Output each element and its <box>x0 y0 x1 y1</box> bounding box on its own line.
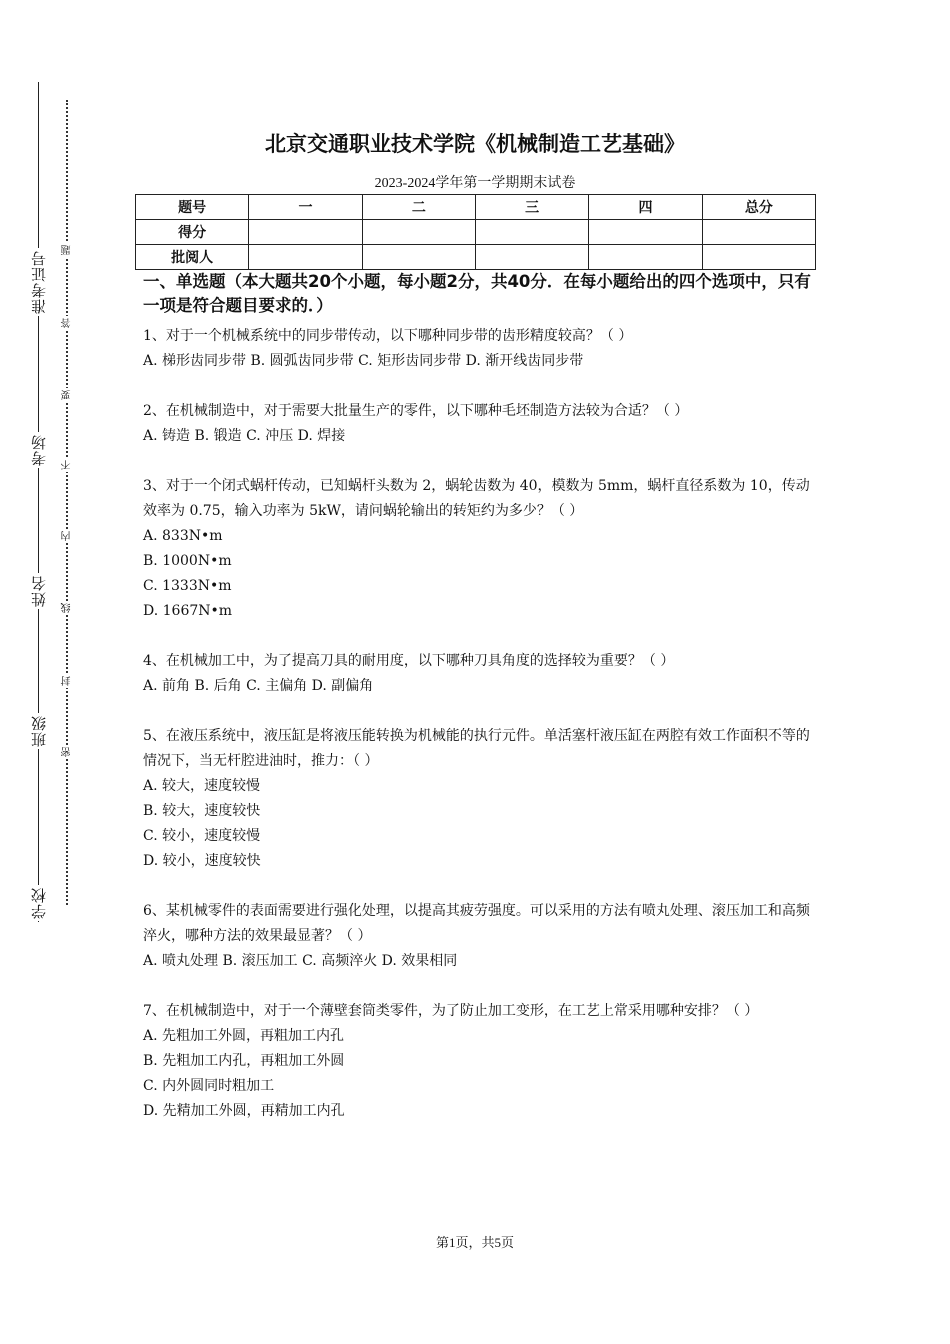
score-blank-cell <box>702 245 815 270</box>
question-stem: 6、某机械零件的表面需要进行强化处理，以提高其疲劳强度。可以采用的方法有喷丸处理、滚压加工和高频淬火，哪种方法的效果最显著？（ ） <box>143 903 810 944</box>
label-class: 班级 <box>30 715 48 747</box>
score-cell: 三 <box>475 195 588 220</box>
exam-subtitle: 2023-2024学年第一学期期末试卷 <box>374 176 576 191</box>
label-exam-room: 考场 <box>30 434 48 466</box>
warn-char-1: 题 <box>62 245 73 255</box>
question-4 <box>143 649 813 699</box>
question-options: A. 铸造 B. 锻造 C. 冲压 D. 焊接 <box>143 428 346 444</box>
option-c: C. 内外圆同时粗加工 <box>143 1078 275 1094</box>
score-blank-cell <box>249 220 362 245</box>
score-blank-cell <box>362 220 475 245</box>
question-6 <box>143 899 813 974</box>
page-footer: 第1页，共5页 <box>435 1235 514 1250</box>
question-stem: 5、在液压系统中，液压缸是将液压能转换为机械能的执行元件。单活塞杆液压缸在两腔有效工作面积不等的情况下，当无杆腔进油时，推力：（ ） <box>143 728 810 769</box>
score-cell: 总分 <box>702 195 815 220</box>
question-stem: 7、在机械制造中，对于一个薄壁套筒类零件，为了防止加工变形，在工艺上常采用哪种安排？（ ） <box>143 1003 759 1019</box>
warn-char-5: 内 <box>62 531 73 541</box>
question-7 <box>143 999 813 1124</box>
score-cell: 一 <box>249 195 362 220</box>
warn-char-6: 线 <box>62 603 73 613</box>
option-b: B. 较大，速度较快 <box>143 803 261 819</box>
score-cell: 题号 <box>136 195 249 220</box>
question-5 <box>143 724 813 874</box>
score-blank-cell <box>249 245 362 270</box>
score-table-grader-row <box>136 245 816 270</box>
option-d: D. 1667N•m <box>143 603 233 619</box>
question-2 <box>143 399 813 449</box>
question-stem: 2、在机械制造中，对于需要大批量生产的零件，以下哪种毛坯制造方法较为合适？（ ） <box>143 403 689 419</box>
binding-solid-line <box>38 82 39 922</box>
label-name: 姓名 <box>30 575 48 607</box>
score-blank-cell <box>475 245 588 270</box>
option-c: C. 较小，速度较慢 <box>143 828 261 844</box>
binding-dotted-line <box>66 100 68 905</box>
score-row-label: 得分 <box>136 220 249 245</box>
option-b: B. 1000N•m <box>143 553 232 569</box>
score-table-score-row <box>136 220 816 245</box>
label-school: 学校 <box>30 887 48 919</box>
option-b: B. 先粗加工内孔，再粗加工外圆 <box>143 1053 345 1069</box>
section-heading: 一、单选题（本大题共20个小题，每小题2分，共40分．在每小题给出的四个选项中，只有一项是符合题目要求的．） <box>143 272 811 315</box>
option-a: A. 较大，速度较慢 <box>143 778 261 794</box>
question-1 <box>143 324 813 374</box>
option-c: C. 1333N•m <box>143 578 232 594</box>
score-blank-cell <box>362 245 475 270</box>
label-exam-number: 准考证号 <box>30 250 48 314</box>
score-blank-cell <box>475 220 588 245</box>
option-d: D. 较小，速度较快 <box>143 853 261 869</box>
warn-char-7: 封 <box>62 676 73 686</box>
score-cell: 四 <box>589 195 702 220</box>
question-stem: 1、对于一个机械系统中的同步带传动，以下哪种同步带的齿形精度较高？（ ） <box>143 328 633 344</box>
grader-row-label: 批阅人 <box>136 245 249 270</box>
warn-char-3: 要 <box>62 390 73 400</box>
question-options: A. 喷丸处理 B. 滚压加工 C. 高频淬火 D. 效果相同 <box>143 953 458 969</box>
question-options: A. 前角 B. 后角 C. 主偏角 D. 副偏角 <box>143 678 374 694</box>
exam-title: 北京交通职业技术学院《机械制造工艺基础》 <box>265 132 685 156</box>
question-stem: 3、对于一个闭式蜗杆传动，已知蜗杆头数为 2，蜗轮齿数为 40，模数为 5mm，蜗杆直径系数为 10，传动效率为 0.75，输入功率为 5kW，请问蜗轮输出的转矩约为多少？（ ） <box>143 478 810 519</box>
score-cell: 二 <box>362 195 475 220</box>
option-a: A. 先粗加工外圆，再粗加工内孔 <box>143 1028 345 1044</box>
score-blank-cell <box>589 220 702 245</box>
question-area <box>143 270 813 1149</box>
warn-char-8: 密 <box>62 747 73 757</box>
score-blank-cell <box>702 220 815 245</box>
score-table-header-row <box>136 195 816 220</box>
warn-char-2: 答 <box>62 318 73 328</box>
score-table <box>135 194 816 270</box>
question-options: A. 梯形齿同步带 B. 圆弧齿同步带 C. 矩形齿同步带 D. 渐开线齿同步带 <box>143 353 584 369</box>
option-d: D. 先精加工外圆，再精加工内孔 <box>143 1103 345 1119</box>
question-stem: 4、在机械加工中，为了提高刀具的耐用度，以下哪种刀具角度的选择较为重要？（ ） <box>143 653 675 669</box>
option-a: A. 833N•m <box>143 528 223 544</box>
warn-char-4: 不 <box>62 460 73 470</box>
score-blank-cell <box>589 245 702 270</box>
question-3 <box>143 474 813 624</box>
